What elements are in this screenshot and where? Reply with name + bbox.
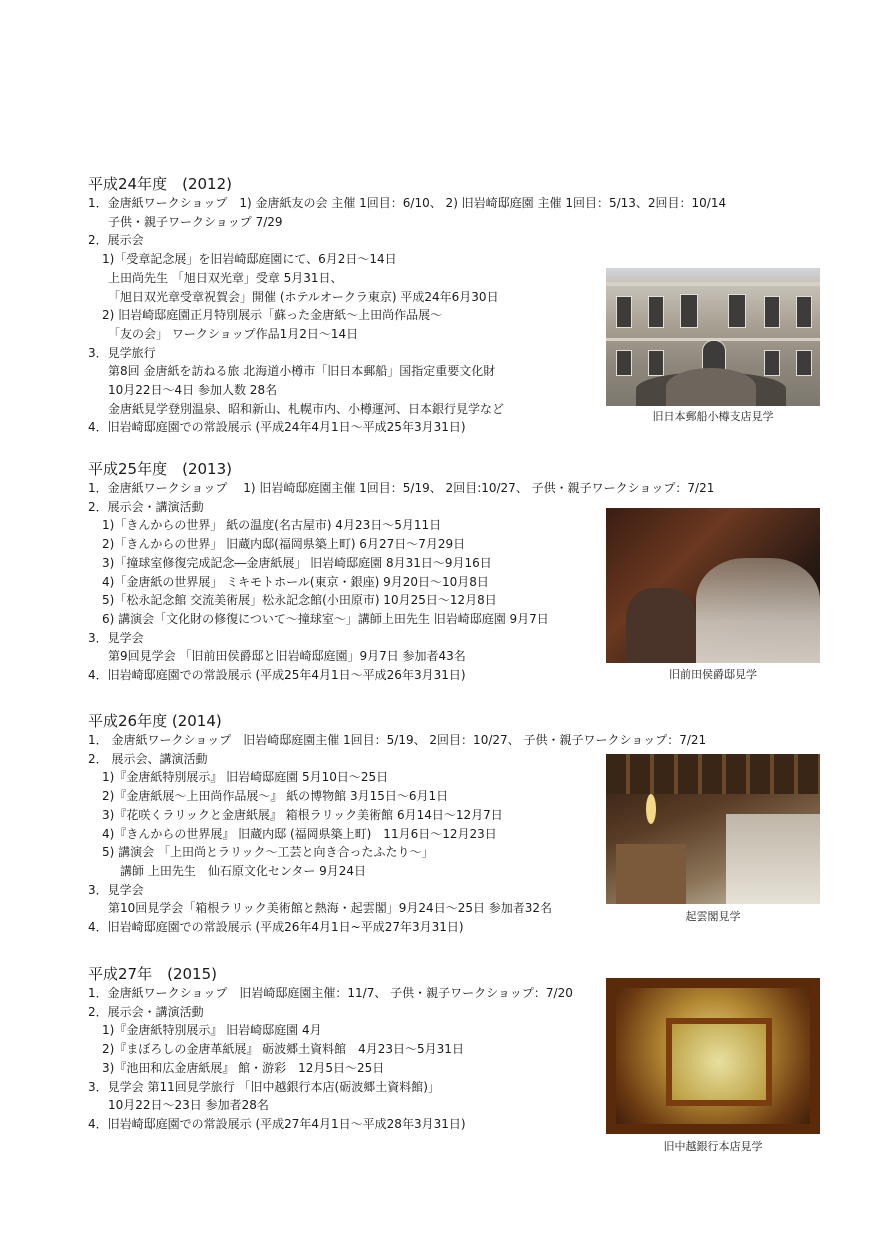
item-line: 金唐紙見学登別温泉、昭和新山、札幌市内、小樽運河、日本銀行見学など <box>108 401 505 416</box>
item-line: 第9回見学会 「旧前田侯爵邸と旧岩崎邸庭園」9月7日 参加者43名 <box>108 649 466 664</box>
item-line: 3．見学会 第11回見学旅行 「旧中越銀行本店(砺波郷土資料館)」 <box>88 1079 440 1094</box>
item-line: 子供・親子ワークショップ 7/29 <box>108 214 283 229</box>
kiunkaku-interior-photo <box>606 754 820 904</box>
item-line: 4．旧岩崎邸庭園での常設展示 (平成24年4月1日～平成25年3月31日) <box>88 420 466 435</box>
item-line: 2)『まぼろしの金唐革紙展』 砺波郷土資料館 4月23日～5月31日 <box>102 1042 464 1057</box>
item-line: 10月22日～23日 参加者28名 <box>108 1098 269 1113</box>
mansion-interior-photo <box>606 508 820 663</box>
item-line: 3．見学旅行 <box>88 345 156 360</box>
item-line: 1．金唐紙ワークショップ 1) 旧岩崎邸庭園主催 1回目：5/19、 2回目:10/27、 子供・親子ワークショップ：7/21 <box>88 481 715 495</box>
photo-caption: 起雲閣見学 <box>685 910 741 923</box>
item-line: 講師 上田先生 仙石原文化センター 9月24日 <box>120 863 367 878</box>
photo-caption: 旧前田侯爵邸見学 <box>669 668 757 681</box>
section-title: 平成27年 (2015) <box>88 965 217 983</box>
item-line: 1． 金唐紙ワークショップ 旧岩崎邸庭園主催 1回目：5/19、 2回目：10/27、 子供・親子ワークショップ：7/21 <box>88 733 707 747</box>
item-line: 上田尚先生 「旭日双光章」受章 5月31日、 <box>108 270 343 285</box>
bank-ceiling-photo <box>606 978 820 1134</box>
item-line: 「旭日双光章受章祝賀会」開催 (ホテルオークラ東京) 平成24年6月30日 <box>108 289 499 304</box>
item-line: 2． 展示会、講演活動 <box>88 751 208 766</box>
item-line: 第10回見学会「箱根ラリック美術館と熱海・起雲閣」9月24日～25日 参加者32名 <box>108 901 553 916</box>
item-line: 3．見学会 <box>88 630 144 645</box>
item-line: 4．旧岩崎邸庭園での常設展示 (平成25年4月1日～平成26年3月31日) <box>88 668 466 683</box>
item-line: 3．見学会 <box>88 882 144 897</box>
item-line: 第8回 金唐紙を訪ねる旅 北海道小樽市「旧日本郵船」国指定重要文化財 <box>108 364 496 379</box>
item-line: 4．旧岩崎邸庭園での常設展示 (平成26年4月1日~平成27年3月31日) <box>88 920 464 935</box>
item-line: 4)『きんからの世界展』 旧蔵内邸 (福岡県築上町) 11月6日～12月23日 <box>102 826 497 841</box>
item-line: 1)「きんからの世界」 紙の温度(名古屋市) 4月23日～5月11日 <box>102 518 442 533</box>
item-line: 1．金唐紙ワークショップ 1) 金唐紙友の会 主催 1回目：6/10、 2) 旧岩崎邸庭園 主催 1回目：5/13、2回目：10/14 <box>88 196 727 210</box>
item-line: 4)「金唐紙の世界展」 ミキモトホール(東京・銀座) 9月20日～10月8日 <box>102 574 489 589</box>
item-line: 2)「きんからの世界」 旧蔵内邸(福岡県築上町) 6月27日～7月29日 <box>102 537 466 552</box>
item-line: 2．展示会・講演活動 <box>88 499 204 514</box>
item-line: 2．展示会・講演活動 <box>88 1004 204 1019</box>
item-line: 3)『池田和広金唐紙展』 館・游彩 12月5日～25日 <box>102 1060 385 1075</box>
photo-caption: 旧中越銀行本店見学 <box>663 1140 763 1153</box>
item-line: 4．旧岩崎邸庭園での常設展示 (平成27年4月1日～平成28年3月31日) <box>88 1116 466 1131</box>
item-line: 1)『金唐紙特別展示』 旧岩崎邸庭園 4月 <box>102 1023 322 1038</box>
section-title: 平成24年度 (2012) <box>88 175 232 193</box>
item-line: 2) 旧岩崎邸庭園正月特別展示「蘇った金唐紙～上田尚作品展～ <box>102 308 443 323</box>
item-line: 1)『金唐紙特別展示』 旧岩崎邸庭園 5月10日～25日 <box>102 770 389 785</box>
photo-caption: 旧日本郵船小樽支店見学 <box>652 410 774 423</box>
item-line: 2)『金唐紙展～上田尚作品展～』 紙の博物館 3月15日～6月1日 <box>102 789 449 804</box>
item-line: 10月22日～4日 参加人数 28名 <box>108 383 278 398</box>
item-line: 5)「松永記念館 交流美術展」松永記念館(小田原市) 10月25日～12月8日 <box>102 593 497 608</box>
item-line: 1)「受章記念展」を旧岩崎邸庭園にて、6月2日～14日 <box>102 252 397 267</box>
item-line: 6) 講演会「文化財の修復について～撞球室～」講師上田先生 旧岩崎邸庭園 9月7日 <box>102 611 549 626</box>
section-title: 平成25年度 (2013) <box>88 460 232 478</box>
item-line: 3)『花咲くラリックと金唐紙展』 箱根ラリック美術館 6月14日～12月7日 <box>102 807 503 822</box>
building-photo <box>606 268 820 406</box>
item-line: 5) 講演会 「上田尚とラリック～工芸と向き合ったふたり～」 <box>102 845 434 860</box>
item-line: 1．金唐紙ワークショップ 旧岩崎邸庭園主催：11/7、 子供・親子ワークショップ：7/20 <box>88 986 573 1000</box>
section-title: 平成26年度 (2014) <box>88 712 222 730</box>
item-line: 2．展示会 <box>88 233 144 248</box>
item-line: 「友の会」 ワークショップ作品1月2日～14日 <box>108 326 359 341</box>
item-line: 3)「撞球室修復完成記念―金唐紙展」 旧岩崎邸庭園 8月31日～9月16日 <box>102 555 492 570</box>
